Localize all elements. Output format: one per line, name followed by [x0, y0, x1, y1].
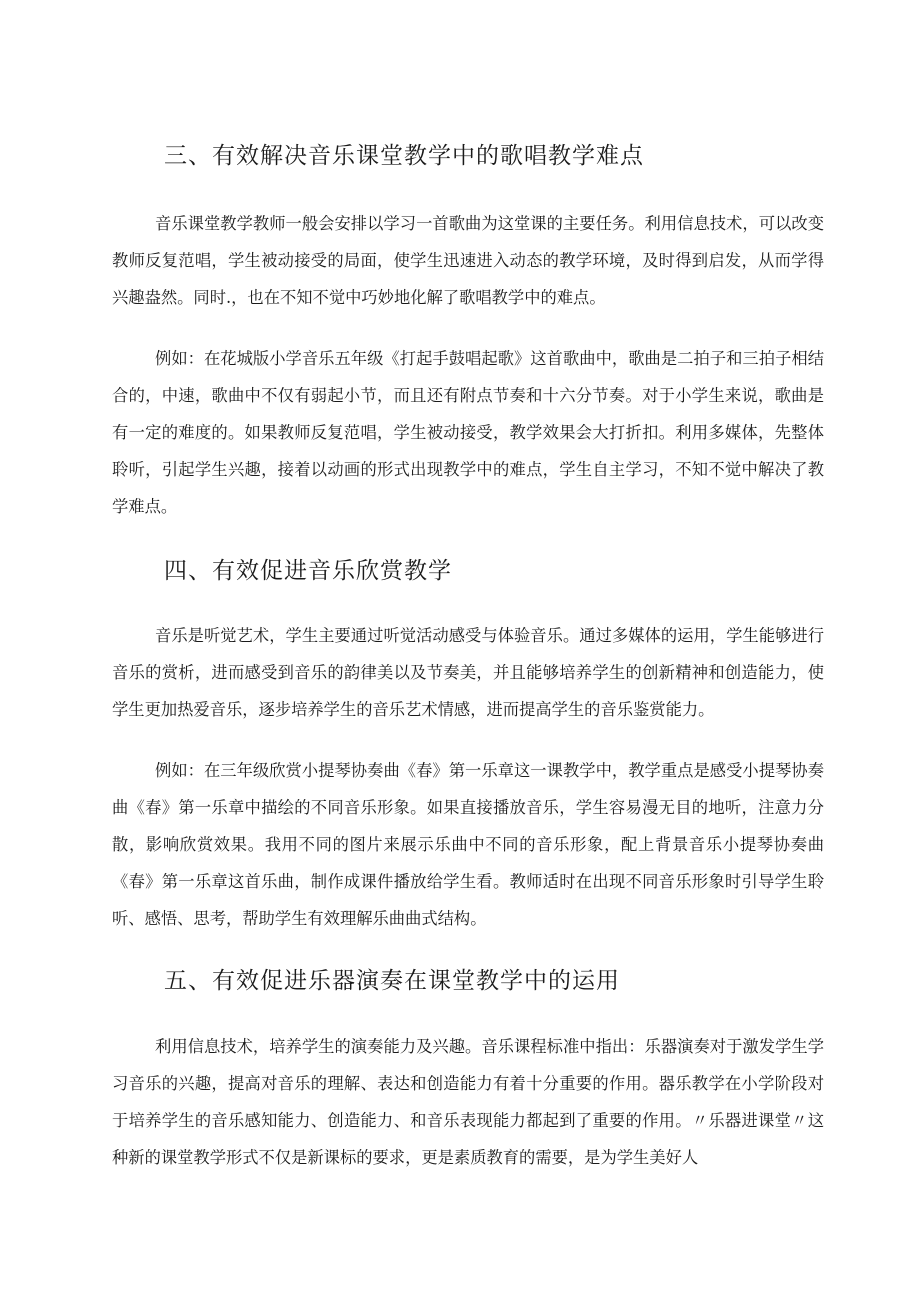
paragraph: 音乐是听觉艺术，学生主要通过听觉活动感受与体验音乐。通过多媒体的运用，学生能够进行音乐的赏析，进而感受到音乐的韵律美以及节奏美，并且能够培养学生的创新精神和创造能力，使学生更加热爱音乐，逐步培养学生的音乐艺术情感，进而提高学生的音乐鉴赏能力。	[112, 626, 824, 720]
paragraph: 音乐课堂教学教师一般会安排以学习一首歌曲为这堂课的主要任务。利用信息技术，可以改变教师反复范唱，学生被动接受的局面，使学生迅速进入动态的教学环境，及时得到启发，从而学得兴趣盎然。同时.，也在不知不觉中巧妙地化解了歌唱教学中的难点。	[112, 214, 824, 308]
paragraph: 利用信息技术，培养学生的演奏能力及兴趣。音乐课程标准中指出：乐器演奏对于激发学生学习音乐的兴趣，提高对音乐的理解、表达和创造能力有着十分重要的作用。器乐教学在小学阶段对于培养学生的音乐感知能力、创造能力、和音乐表现能力都起到了重要的作用。〃乐器进课堂〃这种新的课堂教学形式不仅是新课标的要求，更是素质教育的需要，是为学生美好人	[112, 1036, 824, 1167]
document-page	[112, 140, 824, 1176]
section-heading-3: 三、有效解决音乐课堂教学中的歌唱教学难点	[164, 143, 644, 169]
section-heading-5: 五、有效促进乐器演奏在课堂教学中的运用	[164, 968, 620, 995]
paragraph: 例如：在花城版小学音乐五年级《打起手鼓唱起歌》这首歌曲中，歌曲是二拍子和三拍子相结合的，中速，歌曲中不仅有弱起小节，而且还有附点节奏和十六分节奏。对于小学生来说，歌曲是有一定的难度的。如果教师反复范唱，学生被动接受，教学效果会大打折扣。利用多媒体，先整体聆听，引起学生兴趣，接着以动画的形式出现教学中的难点，学生自主学习，不知不觉中解决了教学难点。	[112, 349, 824, 517]
paragraph: 例如：在三年级欣赏小提琴协奏曲《春》第一乐章这一课教学中，教学重点是感受小提琴协奏曲《春》第一乐章中描绘的不同音乐形象。如果直接播放音乐，学生容易漫无目的地听，注意力分散，影响欣赏效果。我用不同的图片来展示乐曲中不同的音乐形象，配上背景音乐小提琴协奏曲《春》第一乐章这首乐曲，制作成课件播放给学生看。教师适时在出现不同音乐形象时引导学生聆听、感悟、思考，帮助学生有效理解乐曲曲式结构。	[112, 761, 824, 929]
section-heading-4: 四、有效促进音乐欣赏教学	[164, 558, 452, 585]
